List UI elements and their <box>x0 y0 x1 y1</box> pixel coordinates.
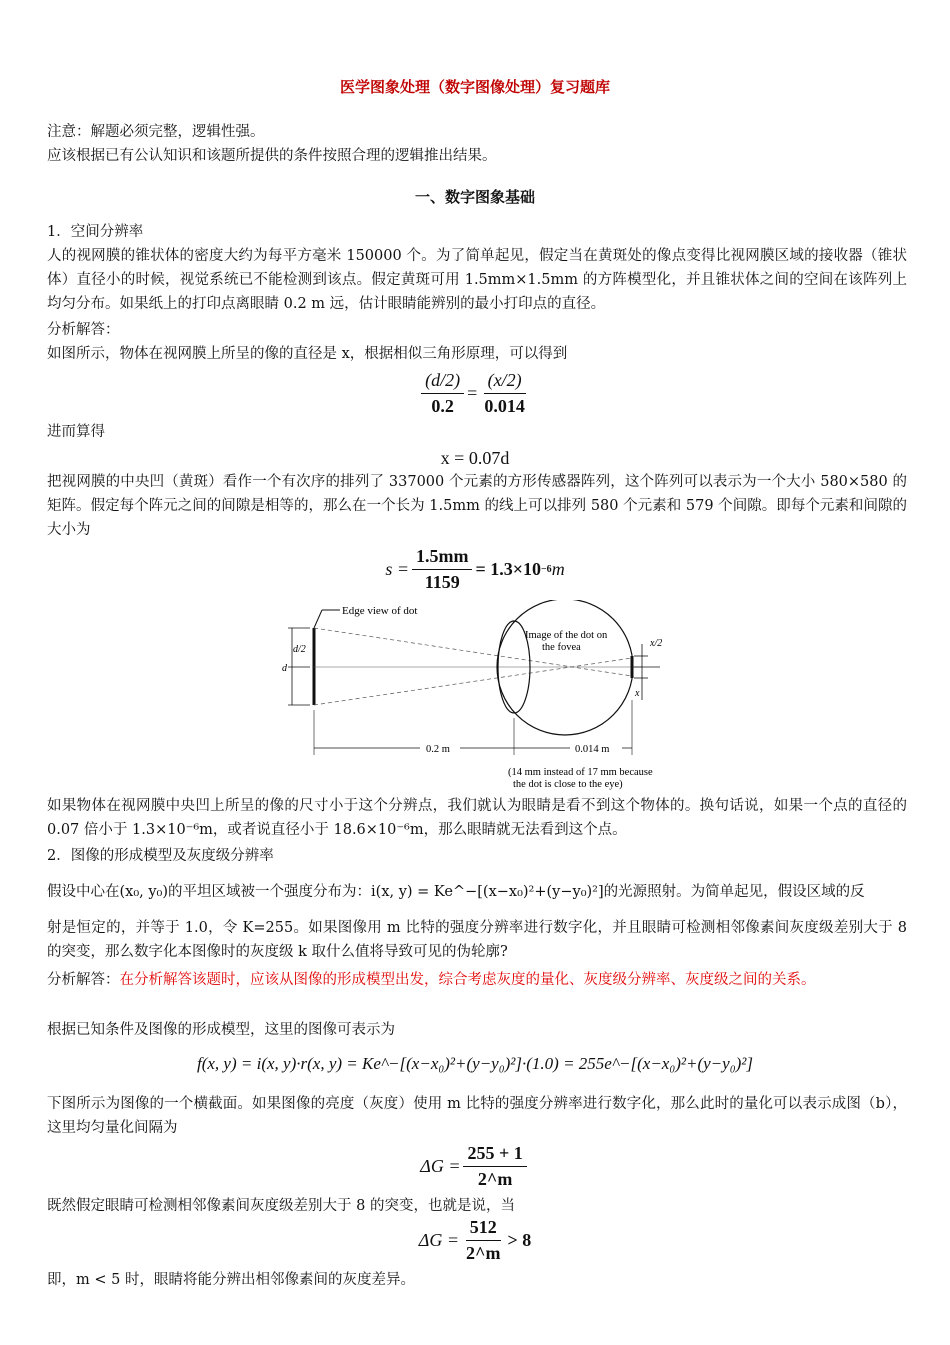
fraction-left: $\frac{(d/2)}{0.2}$ <box>421 370 464 417</box>
caption-line1: (14 mm instead of 17 mm because <box>508 767 653 778</box>
analysis-label-2: 分析解答： <box>47 972 120 988</box>
question-2-problem-a: 假设中心在(x₀, y₀)的平坦区域被一个强度分布为：i(x, y) = Ke^−[(x−x₀)²+(y−y₀)²]的光源照射。为简单起见，假设区域的反 <box>47 884 865 900</box>
question-1-conclusion: 如果物体在视网膜中央凹上所呈的像的尺寸小于这个分辨点，我们就认为眼睛是看不到这个物体的。换句话说，如果一个点的直径的 0.07 倍小于 1.3×10⁻⁶m，或者说直径小于 18.6×10⁻⁶m，那么眼睛就无法看到这个点。 <box>47 798 907 838</box>
eye-geometry-figure <box>270 600 690 795</box>
question-1-heading: 1．空间分辨率 <box>47 224 144 240</box>
analysis-block-2 <box>47 968 907 992</box>
fovea-paragraph: 把视网膜的中央凹（黄斑）看作一个有次序的排列了 337000 个元素的方形传感器阵列，这个阵列可以表示为一个大小 580×580 的矩阵。假定每个阵元之间的间隙是相等的，那么在一个长为 1.5mm 的线上可以排列 580 个元素和 579 个间隙。即每个元素和间隙的大小为 <box>47 474 907 538</box>
analysis-intro-1: 如图所示，物体在视网膜上所呈的像的直径是 x，根据相似三角形原理，可以得到 <box>47 346 568 362</box>
question-2-heading: 2．图像的形成模型及灰度级分辨率 <box>47 848 274 864</box>
then-label: 进而算得 <box>47 424 105 440</box>
document-title: 医学图象处理（数字图像处理）复习题库 <box>339 78 610 96</box>
distance-label-0-014m: 0.014 m <box>575 744 610 755</box>
analysis-label-1: 分析解答： <box>47 322 120 338</box>
equation-quant-interval: ΔG = $\frac{255 + 1}{2\^{}m}$ <box>0 1140 950 1192</box>
d-label: d <box>282 663 287 674</box>
question-1-problem: 人的视网膜的锥状体的密度大约为每平方毫米 150000 个。为了简单起见，假定当在黄斑处的像点变得比视网膜区域的接收器（锥状体）直径小的时候，视觉系统已不能检测到该点。假定黄斑可用 1.5mm×1.5mm 的方阵模型化，并且锥状体之间的空间在该阵列上均匀分布。如果纸上的打印点离眼睛 0.2 m 远，估计眼睛能辨别的最小打印点的直径。 <box>47 248 907 312</box>
caption-line2: the dot is close to the eye) <box>513 779 623 790</box>
x-label: x <box>635 688 640 699</box>
edge-pointer-line <box>314 610 322 628</box>
equation-image-model: f(x, y) = i(x, y)·r(x, y) = Ke^−[(x−x₀)²+(y−y₀)²]·(1.0) = 255e^−[(x−x₀)²+(y−y₀)²] <box>197 1054 753 1073</box>
cross-section-paragraph: 下图所示为图像的一个横截面。如果图像的亮度（灰度）使用 m 比特的强度分辨率进行数字化，那么此时的量化可以表示成图（b），这里均匀量化间隔为 <box>47 1096 907 1136</box>
note-line-2: 应该根据已有公认知识和该题所提供的条件按照合理的逻辑推出结果。 <box>47 148 497 164</box>
model-intro: 根据已知条件及图像的形成模型，这里的图像可表示为 <box>47 1022 395 1038</box>
analysis-red-text: 在分析解答该题时，应该从图像的形成模型出发，综合考虑灰度的量化、灰度级分辨率、灰度级之间的关系。 <box>119 972 816 988</box>
fraction-right: $\frac{(x/2)}{0.014}$ <box>484 369 525 416</box>
equation-similar-triangles: $\frac{(d/2)}{0.2}$ = $\frac{(x/2)}{0.014}$ <box>0 368 950 418</box>
final-conclusion: 即，m < 5 时，眼睛将能分辨出相邻像素间的灰度差异。 <box>47 1272 415 1288</box>
equation-x-result: x = 0.07d <box>440 447 510 468</box>
question-2-problem-b: 射是恒定的，并等于 1.0，令 K=255。如果图像用 m 比特的强度分辨率进行数字化，并且眼睛可检测相邻像素间灰度级差别大于 8 的突变，那么数字化本图像时的灰度级 k 取什么值将导致可见的伪轮廓? <box>47 920 907 960</box>
equation-threshold: ΔG = $\frac{512}{2\^{}m}$ > 8 <box>418 1216 532 1263</box>
section-heading: 一、数字图象基础 <box>414 188 535 206</box>
eye-circle <box>497 600 633 735</box>
fraction-threshold: $\frac{512}{2\^{}m}$ <box>466 1216 501 1263</box>
fraction-size: $\frac{1.5mm}{1159}$ <box>412 546 473 593</box>
d-half-label: d/2 <box>293 644 306 655</box>
fraction-interval: $\frac{255 + 1}{2\^{}m}$ <box>463 1143 526 1190</box>
image-label-line2: the fovea <box>542 642 581 653</box>
note-line-1: 注意：解题必须完整，逻辑性强。 <box>47 124 265 140</box>
x-half-label: x/2 <box>650 638 663 649</box>
edge-view-label: Edge view of dot <box>342 605 418 617</box>
equation-element-size: s = $\frac{1.5mm}{1159}$ = 1.3×10 −6 m <box>385 545 565 592</box>
distance-label-0-2m: 0.2 m <box>426 744 450 755</box>
image-label-line1: Image of the dot on <box>525 630 608 641</box>
condition-paragraph: 既然假定眼睛可检测相邻像素间灰度级差别大于 8 的突变，也就是说，当 <box>47 1198 515 1214</box>
ray-lower <box>314 658 632 705</box>
